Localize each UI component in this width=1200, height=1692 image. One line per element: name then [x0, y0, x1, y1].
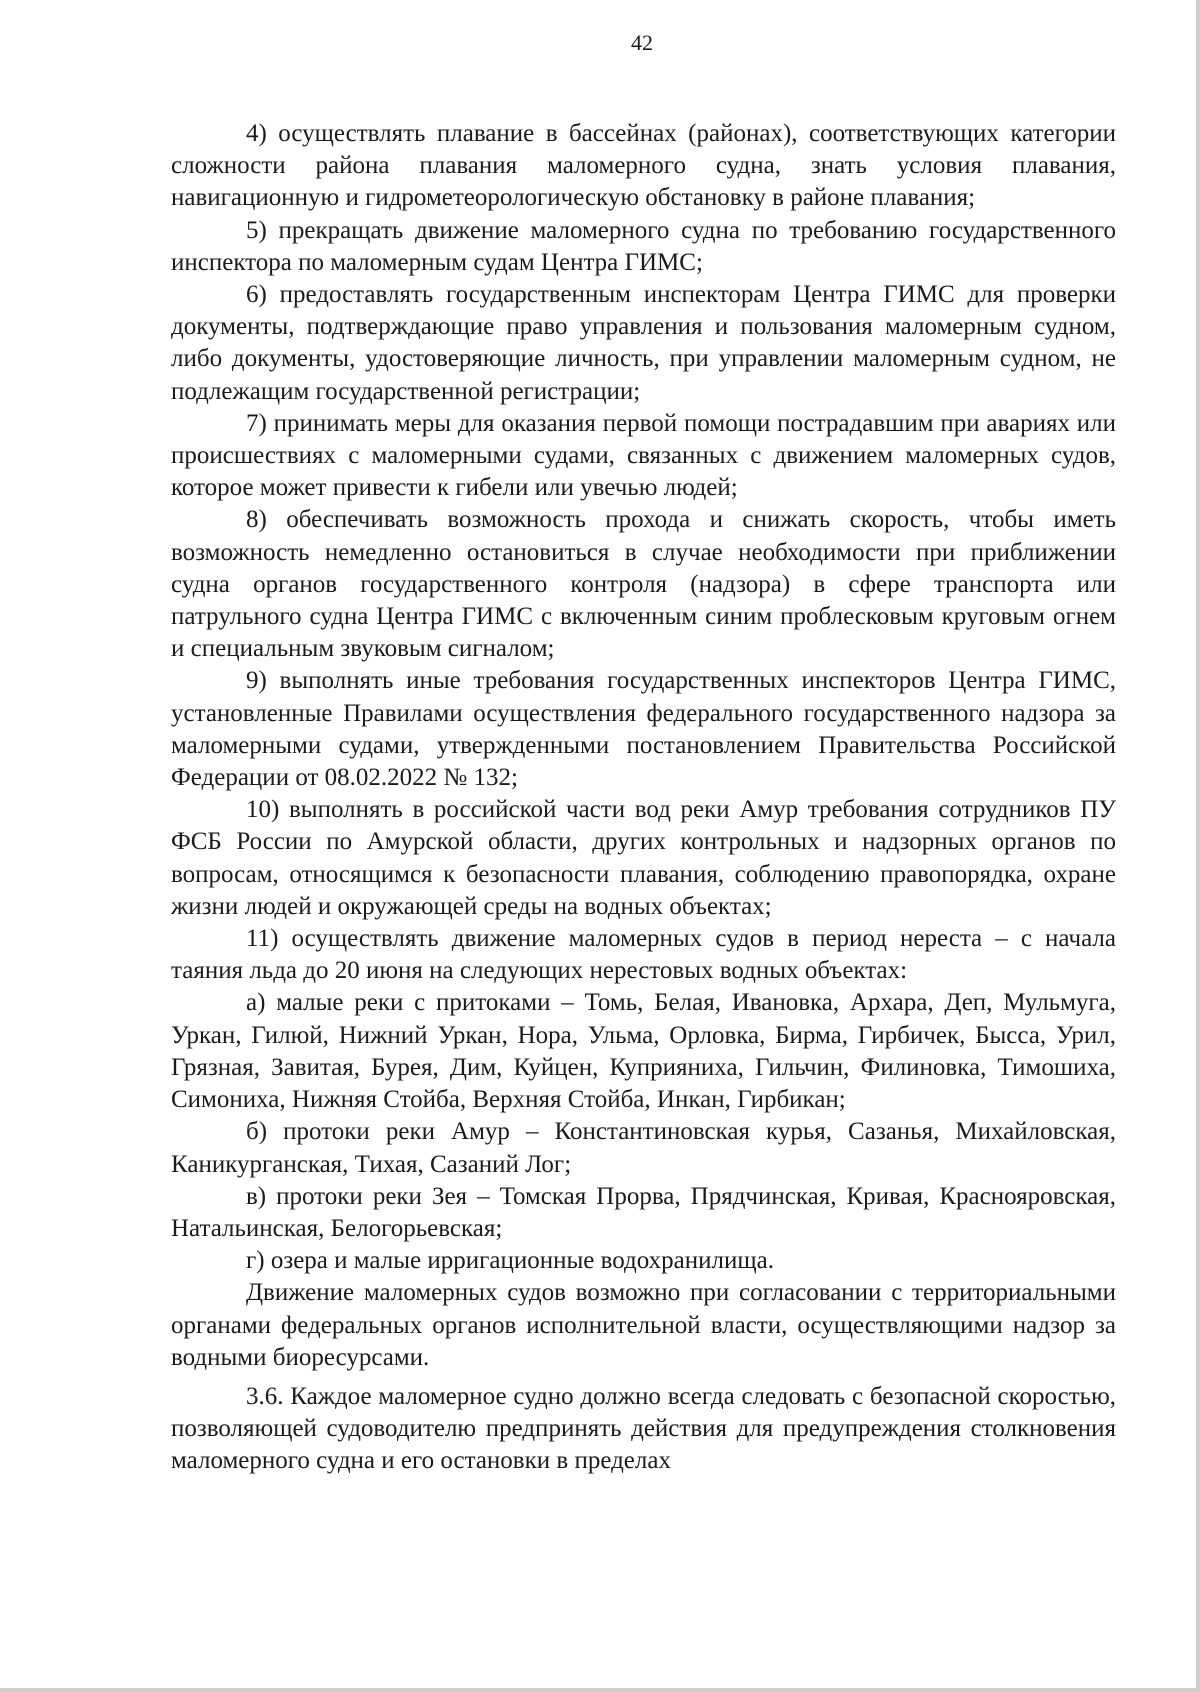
- document-body: [171, 118, 1116, 1478]
- paragraph-subitem-g: г) озера и малые ирригационные водохранилища.: [246, 1247, 774, 1275]
- paragraph-item-4: 4) осуществлять плавание в бассейнах (районах), соответствующих категории сложности района плавания маломерного судна, знать условия плавания, навигационную и гидрометеорологическую обстановку в районе плавания;: [171, 120, 1116, 212]
- paragraph-item-9: 9) выполнять иные требования государственных инспекторов Центра ГИМС, установленные Правилами осуществления федерального государственного надзора за маломерными судами, утвержденными постановлением Правительства Российской Федерации от 08.02.2022 № 132;: [171, 667, 1116, 792]
- paragraph-item-8: 8) обеспечивать возможность прохода и снижать скорость, чтобы иметь возможность немедленно остановиться в случае необходимости при приближении судна органов государственного контроля (надзора) в сфере транспорта или патрульного судна Центра ГИМС с включенным синим проблесковым круговым огнем и специальным звуковым сигналом;: [171, 506, 1116, 663]
- paragraph-movement-note: Движение маломерных судов возможно при согласовании с территориальными органами федеральных органов исполнительной власти, осуществляющими надзор за водными биоресурсами.: [171, 1279, 1116, 1371]
- paragraph-section-3-6: 3.6. Каждое маломерное судно должно всегда следовать с безопасной скоростью, позволяющей судоводителю предпринять действия для предупреждения столкновения маломерного судна и его остановки в пределах: [171, 1382, 1116, 1475]
- page-number: 42: [631, 30, 653, 55]
- paragraph-item-7: 7) принимать меры для оказания первой помощи пострадавшим при авариях или происшествиях с маломерными судами, связанных с движением маломерных судов, которое может привести к гибели или увечью людей;: [171, 409, 1116, 502]
- paragraph-item-10: 10) выполнять в российской части вод реки Амур требования сотрудников ПУ ФСБ России по Амурской области, других контрольных и надзорных органов по вопросам, относящимся к безопасности плавания, соблюдению правопорядка, охране жизни людей и окружающей среды на водных объектах;: [171, 796, 1116, 920]
- paragraph-item-6: 6) предоставлять государственным инспекторам Центра ГИМС для проверки документы, подтверждающие право управления и пользования маломерным судном, либо документы, удостоверяющие личность, при управлении маломерным судном, не подлежащим государственной регистрации;: [171, 281, 1116, 405]
- paragraph-subitem-b: б) протоки реки Амур – Константиновская курья, Сазанья, Михайловская, Каникурганская, Тихая, Сазаний Лог;: [171, 1118, 1116, 1178]
- paragraph-subitem-a: а) малые реки с притоками – Томь, Белая, Ивановка, Архара, Деп, Мульмуга, Уркан, Гилюй, Нижний Уркан, Нора, Ульма, Орловка, Бирма, Гирбичек, Бысса, Урил, Грязная, Завитая, Бурея, Дим, Куйцен, Куприяниха, Гильчин, Филиновка, Тимошиха, Симониха, Нижняя Стойба, Верхняя Стойба, Инкан, Гирбикан;: [171, 989, 1116, 1114]
- paragraph-subitem-v: в) протоки реки Зея – Томская Прорва, Прядчинская, Кривая, Краснояровская, Натальинская, Белогорьевская;: [171, 1182, 1116, 1242]
- paragraph-item-11: 11) осуществлять движение маломерных судов в период нереста – с начала таяния льда до 20 июня на следующих нерестовых водных объектах:: [171, 925, 1116, 985]
- paragraph-item-5: 5) прекращать движение маломерного судна по требованию государственного инспектора по маломерным судам Центра ГИМС;: [171, 216, 1116, 276]
